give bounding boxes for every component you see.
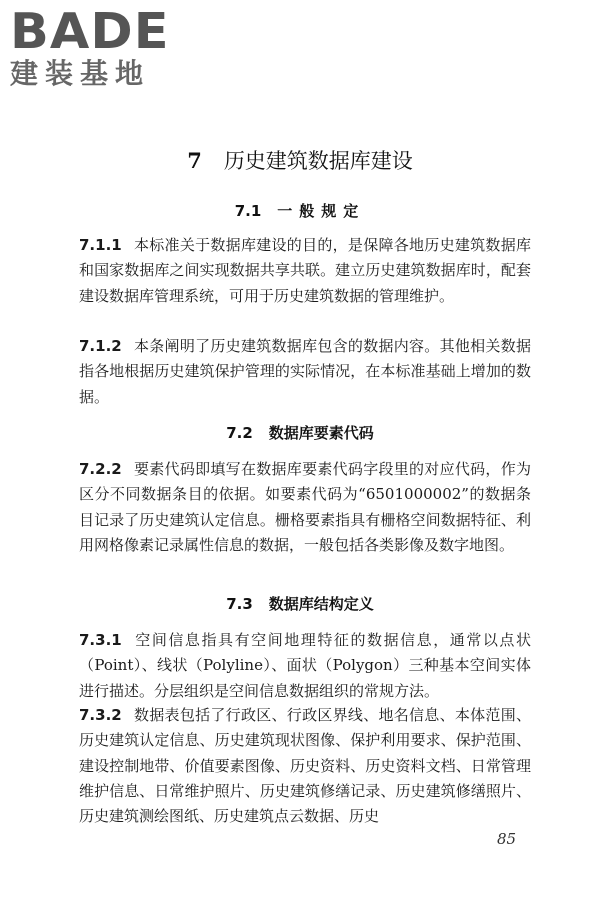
clause-number: 7.3.2 bbox=[79, 706, 122, 724]
section-title: 数据库结构定义 bbox=[268, 595, 374, 613]
chapter-title-text: 历史建筑数据库建设 bbox=[223, 149, 413, 173]
clause-number: 7.1.2 bbox=[79, 337, 122, 355]
clause-text: 要素代码即填写在数据库要素代码字段里的对应代码，作为区分不同数据条目的依据。如要素代码为“6501000002”的数据条目记录了历史建筑认定信息。栅格要素指具有栅格空间数据特征、利用网格像素记录属性信息的数据，一般包括各类影像及数字地图。 bbox=[79, 460, 531, 554]
section-heading-7-1 bbox=[0, 201, 600, 221]
logo-subtitle: 建装基地 bbox=[10, 57, 151, 90]
logo-wordmark: BADE bbox=[10, 3, 170, 60]
chapter-number: 7 bbox=[187, 148, 202, 173]
clause-number: 7.1.1 bbox=[79, 236, 122, 254]
clause-7-1-1 bbox=[79, 233, 531, 309]
clause-text: 本条阐明了历史建筑数据库包含的数据内容。其他相关数据指各地根据历史建筑保护管理的实际情况，在本标准基础上增加的数据。 bbox=[79, 337, 531, 406]
clause-text: 数据表包括了行政区、行政区界线、地名信息、本体范围、历史建筑认定信息、历史建筑现状图像、保护利用要求、保护范围、建设控制地带、价值要素图像、历史资料、历史资料文档、日常管理维护信息、日常维护照片、历史建筑修缮记录、历史建筑修缮照片、历史建筑测绘图纸、历史建筑点云数据、历史 bbox=[79, 706, 531, 826]
clause-7-1-2 bbox=[79, 334, 531, 410]
section-title: 一般规定 bbox=[277, 202, 366, 220]
clause-7-3-2 bbox=[79, 703, 531, 829]
bade-logo bbox=[10, 3, 180, 90]
page-number: 85 bbox=[497, 830, 517, 848]
clause-number: 7.2.2 bbox=[79, 460, 122, 478]
clause-text: 本标准关于数据库建设的目的，是保障各地历史建筑数据库和国家数据库之间实现数据共享共联。建立历史建筑数据库时，配套建设数据库管理系统，可用于历史建筑数据的管理维护。 bbox=[79, 236, 531, 305]
section-number: 7.2 bbox=[226, 424, 253, 442]
section-title: 数据库要素代码 bbox=[268, 424, 374, 442]
section-number: 7.1 bbox=[234, 202, 262, 220]
chapter-title bbox=[0, 148, 600, 174]
clause-7-2-2 bbox=[79, 457, 531, 558]
section-number: 7.3 bbox=[226, 595, 253, 613]
section-heading-7-2 bbox=[0, 423, 600, 443]
clause-text: 空间信息指具有空间地理特征的数据信息，通常以点状（Point）、线状（Polyline）、面状（Polygon）三种基本空间实体进行描述。分层组织是空间信息数据组织的常规方法。 bbox=[79, 631, 531, 700]
section-heading-7-3 bbox=[0, 594, 600, 614]
clause-7-3-1 bbox=[79, 628, 531, 704]
clause-number: 7.3.1 bbox=[79, 631, 122, 649]
